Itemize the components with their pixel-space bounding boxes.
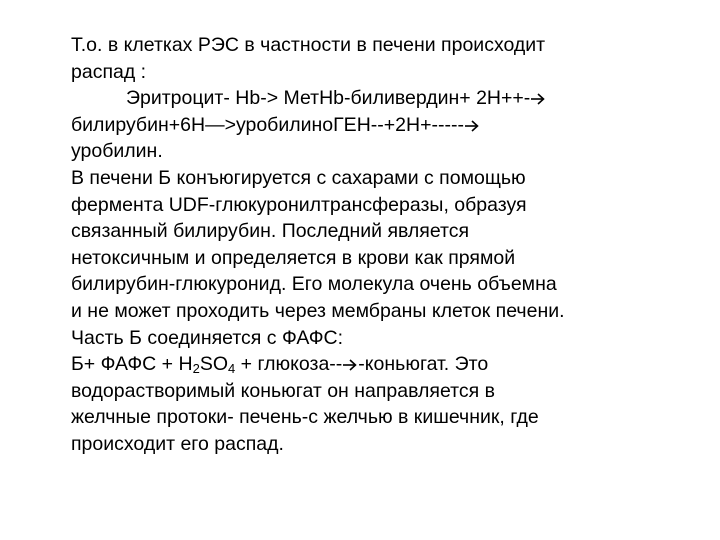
- right-arrow-icon: [531, 93, 545, 105]
- equation-post: + глюкоза--: [235, 353, 343, 376]
- slide-text-body: [71, 32, 691, 458]
- text-line-3: [71, 85, 691, 112]
- text-line-9: нетоксичным и определяется в крови как прямой: [71, 246, 516, 269]
- equation-mid: SO: [199, 353, 228, 376]
- reaction-part-1: Эритроцит- Hb-> МетHb-биливердин+ 2H++-: [126, 87, 531, 110]
- text-line-2: распад :: [71, 60, 147, 83]
- text-line-4: [71, 112, 691, 139]
- right-arrow-icon: [343, 359, 357, 371]
- text-line-12: Часть Б соединяется с ФАФС:: [71, 326, 344, 349]
- subscript-4: 4: [228, 361, 236, 377]
- text-line-15: желчные протоки- печень-с желчью в кишечник, где: [71, 406, 539, 429]
- subscript-2: 2: [192, 361, 200, 377]
- text-line-10: билирубин-глюкуронид. Его молекула очень объемна: [71, 273, 557, 296]
- text-line-8: связанный билирубин. Последний является: [71, 220, 470, 243]
- text-line-14: водорастворимый коньюгат он направляется в: [71, 379, 495, 402]
- text-line-1: Т.о. в клетках РЭС в частности в печени происходит: [71, 34, 546, 56]
- text-line-11: и не может проходить через мембраны клеток печени.: [71, 299, 565, 322]
- equation-after: -коньюгат. Это: [358, 353, 489, 376]
- text-line-16: происходит его распад.: [71, 432, 284, 455]
- text-line-13: [71, 351, 691, 378]
- reaction-part-2: билирубин+6H—>уробилиноГЕН--+2H+-----: [71, 113, 464, 136]
- equation-pre: Б+ ФАФС + H: [71, 353, 193, 376]
- right-arrow-icon: [465, 120, 479, 132]
- text-line-5: уробилин.: [71, 140, 163, 163]
- text-line-7: фермента UDF-глюкуронилтрансферазы, образуя: [71, 193, 527, 216]
- text-line-6: В печени Б конъюгируется с сахарами с помощью: [71, 166, 526, 189]
